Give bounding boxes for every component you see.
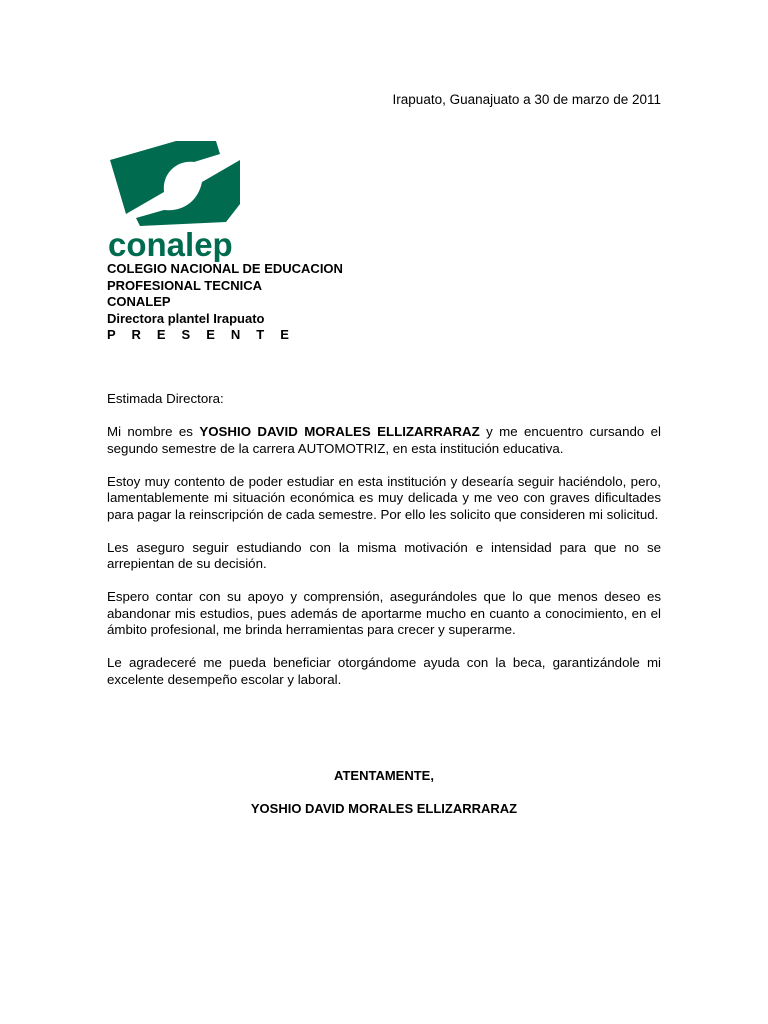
intro-text-end: y me encuentro cursando el segundo semestre de la carrera AUTOMOTRIZ, en esta institución educativa. — [107, 424, 661, 456]
farewell: ATENTAMENTE, — [334, 768, 434, 783]
conalep-logo-mark-icon — [106, 140, 246, 262]
presente-line: P R E S E N T E — [107, 327, 296, 342]
recipient-line-3: CONALEP — [107, 294, 171, 309]
recipient-block — [107, 261, 507, 344]
recipient-line-2: PROFESIONAL TECNICA — [107, 277, 263, 293]
paragraph-introduction — [107, 424, 661, 457]
salutation: Estimada Directora: — [107, 391, 224, 406]
recipient-line-1: COLEGIO NACIONAL DE EDUCACION — [107, 261, 343, 276]
recipient-line-4: Directora plantel Irapuato — [107, 310, 265, 326]
student-name: YOSHIO DAVID MORALES ELLIZARRARAZ — [199, 424, 480, 439]
paragraph-situation: Estoy muy contento de poder estudiar en esta institución y desearía seguir haciéndolo, pero, lamentablemente mi situación económica es muy delicada y me veo con graves dificultades para pagar la reinscripción de cada semestre. Por ello les solicito que consideren mi solicitud. — [107, 473, 661, 522]
paragraph-commitment: Les aseguro seguir estudiando con la misma motivación e intensidad para que no se arrepientan de su decisión. — [107, 539, 661, 571]
closing-block — [107, 768, 661, 834]
conalep-logo — [106, 140, 246, 262]
letter-body — [107, 391, 661, 705]
logo-wordmark: conalep — [108, 226, 233, 262]
intro-text-start: Mi nombre es — [107, 424, 200, 439]
paragraph-support: Espero contar con su apoyo y comprensión, asegurándoles que lo que menos deseo es abandonar mis estudios, pues además de aportarme mucho en cuanto a conocimiento, en el ámbito profesional, me brinda herramientas para crecer y superarme. — [107, 589, 661, 637]
date-line: Irapuato, Guanajuato a 30 de marzo de 2011 — [392, 92, 661, 107]
signer-name: YOSHIO DAVID MORALES ELLIZARRARAZ — [250, 801, 518, 816]
paragraph-thanks: Le agradeceré me pueda beneficiar otorgándome ayuda con la beca, garantizándole mi excelente desempeño escolar y laboral. — [107, 655, 661, 687]
